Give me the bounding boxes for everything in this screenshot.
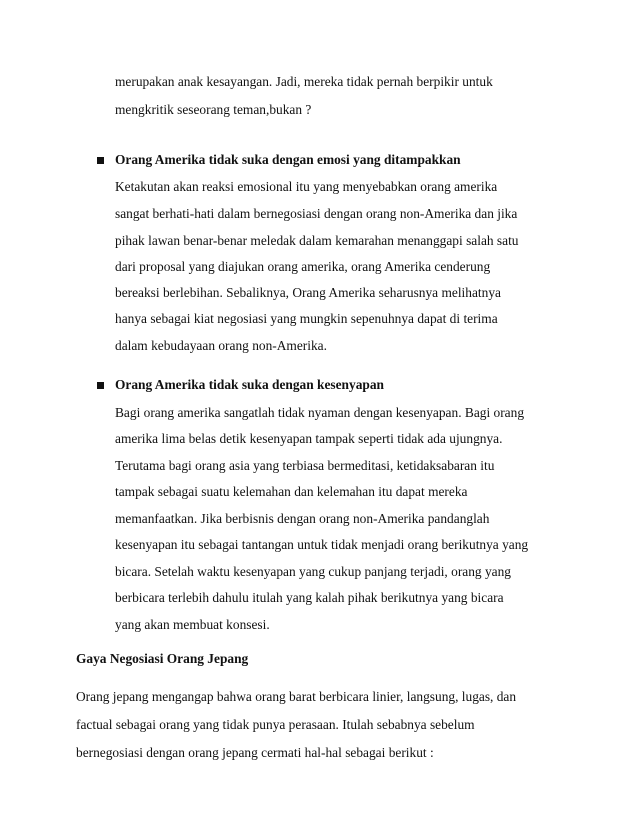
paragraph-line: factual sebagai orang yang tidak punya perasaan. Itulah sebabnya sebelum (76, 717, 475, 732)
bullet-icon (97, 382, 104, 389)
bullet-heading: Orang Amerika tidak suka dengan kesenyapan (115, 377, 384, 392)
paragraph-line: dari proposal yang diajukan orang amerika, orang Amerika cenderung (115, 259, 491, 274)
paragraph-line: hanya sebagai kiat negosiasi yang mungkin sepenuhnya dapat di terima (115, 311, 498, 326)
paragraph-line: bicara. Setelah waktu kesenyapan yang cukup panjang terjadi, orang yang (115, 564, 511, 579)
paragraph-line: Orang jepang mengangap bahwa orang barat berbicara linier, langsung, lugas, dan (76, 689, 517, 704)
paragraph-line: amerika lima belas detik kesenyapan tampak seperti tidak ada ujungnya. (115, 431, 503, 446)
paragraph-line: bernegosiasi dengan orang jepang cermati hal-hal sebagai berikut : (76, 745, 434, 760)
paragraph-line: mengkritik seseorang teman,bukan ? (115, 102, 312, 117)
paragraph-line: memanfaatkan. Jika berbisnis dengan orang non-Amerika pandanglah (115, 511, 490, 526)
bullet-heading: Orang Amerika tidak suka dengan emosi yang ditampakkan (115, 152, 461, 167)
paragraph-line: dalam kebudayaan orang non-Amerika. (115, 338, 327, 353)
paragraph-line: Ketakutan akan reaksi emosional itu yang menyebabkan orang amerika (115, 179, 498, 194)
bullet-icon (97, 157, 104, 164)
paragraph-line: Bagi orang amerika sangatlah tidak nyaman dengan kesenyapan. Bagi orang (115, 405, 525, 420)
paragraph-line: tampak sebagai suatu kelemahan dan kelemahan itu dapat mereka (115, 484, 468, 499)
section-heading: Gaya Negosiasi Orang Jepang (76, 651, 249, 666)
paragraph-line: merupakan anak kesayangan. Jadi, mereka tidak pernah berpikir untuk (115, 74, 493, 89)
paragraph-line: yang akan membuat konsesi. (115, 617, 270, 632)
paragraph-line: kesenyapan itu sebagai tantangan untuk tidak menjadi orang berikutnya yang (115, 537, 529, 552)
paragraph-line: bereaksi berlebihan. Sebaliknya, Orang Amerika seharusnya melihatnya (115, 285, 501, 300)
paragraph-line: Terutama bagi orang asia yang terbiasa bermeditasi, ketidaksabaran itu (115, 458, 495, 473)
paragraph-line: pihak lawan benar-benar meledak dalam kemarahan menanggapi salah satu (115, 233, 519, 248)
paragraph-line: berbicara terlebih dahulu itulah yang kalah pihak berikutnya yang bicara (115, 590, 504, 605)
paragraph-line: sangat berhati-hati dalam bernegosiasi dengan orang non-Amerika dan jika (115, 206, 518, 221)
